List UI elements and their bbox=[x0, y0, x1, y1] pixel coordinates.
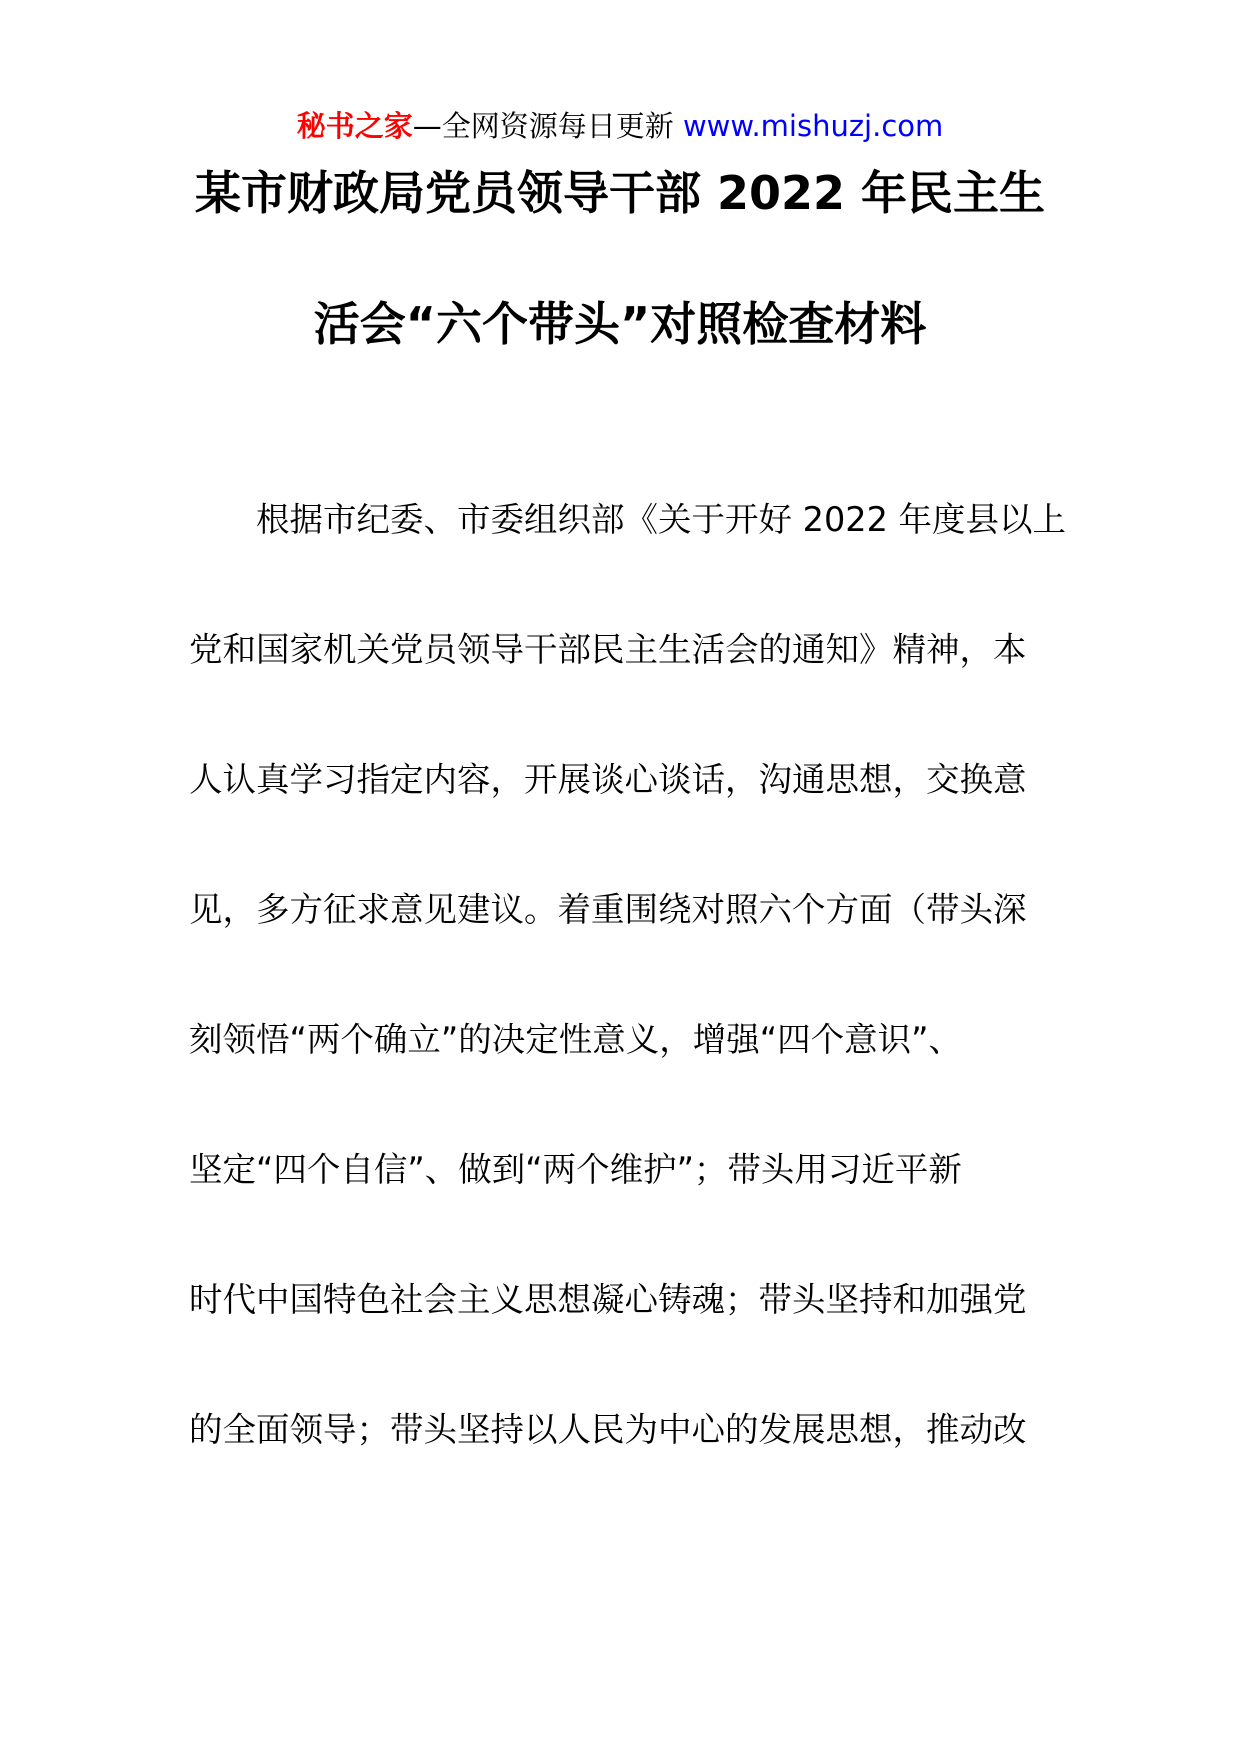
site-brand: 秘书之家 bbox=[296, 109, 413, 143]
site-url-link[interactable]: www.mishuzj.com bbox=[682, 109, 944, 143]
body-line: 坚定“四个自信”、做到“两个维护”；带头用习近平新 bbox=[189, 1150, 962, 1189]
document-title-line-2: 活会“六个带头”对照检查材料 bbox=[313, 297, 927, 351]
body-line: 的全面领导；带头坚持以人民为中心的发展思想，推动改 bbox=[189, 1410, 1027, 1449]
body-line: 见，多方征求意见建议。着重围绕对照六个方面（带头深 bbox=[189, 890, 1027, 929]
site-header bbox=[0, 106, 1240, 146]
body-line: 刻领悟“两个确立”的决定性意义，增强“四个意识”、 bbox=[189, 1020, 962, 1059]
body-line: 党和国家机关党员领导干部民主生活会的通知》精神，本 bbox=[189, 630, 1027, 669]
body-line: 时代中国特色社会主义思想凝心铸魂；带头坚持和加强党 bbox=[189, 1280, 1027, 1319]
site-tagline: —全网资源每日更新 bbox=[412, 109, 683, 143]
body-line: 根据市纪委、市委组织部《关于开好 2022 年度县以上 bbox=[256, 500, 1067, 539]
document-body bbox=[189, 455, 1089, 1495]
body-line: 人认真学习指定内容，开展谈心谈话，沟通思想，交换意 bbox=[189, 760, 1027, 799]
document-title-line-1: 某市财政局党员领导干部 2022 年民主生 bbox=[194, 166, 1046, 220]
